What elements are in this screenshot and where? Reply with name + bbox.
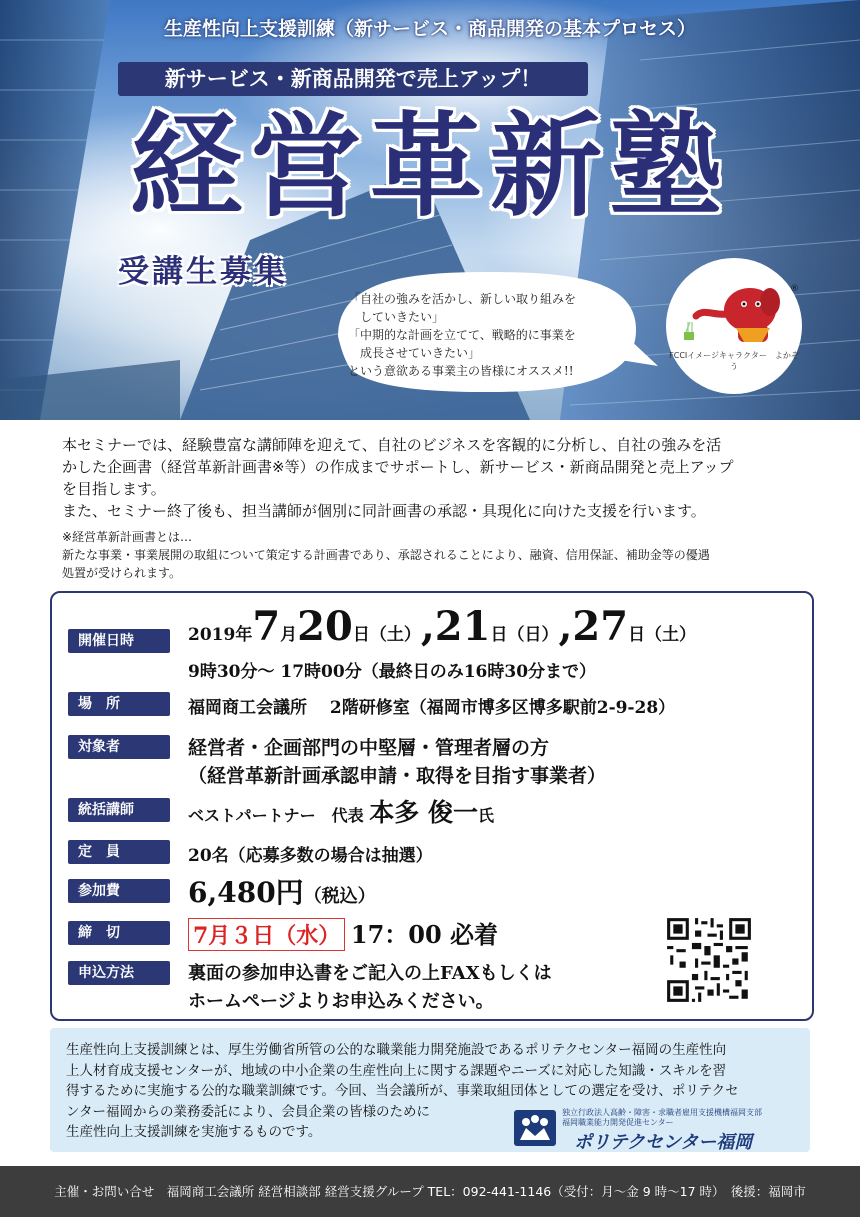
capacity-value: 20名（応募多数の場合は抽選） [188, 846, 433, 866]
mascot-yokazou: ® FCCIイメージキャラクター よかぞう [666, 258, 802, 394]
plan-note: ※経営革新計画書とは… 新たな事業・事業展開の取組について策定する計画書であり、承認されることにより、融資、信用保証、補助金等の優遇 処置が受けられます。 [62, 530, 710, 580]
label-date: 開催日時 [68, 629, 170, 653]
polytech-name: ポリテクセンター福岡 [574, 1132, 753, 1153]
label-apply: 申込方法 [68, 961, 170, 985]
lecturer-value: ベストパートナー 代表 本多 俊一氏 [188, 798, 494, 827]
mascot-caption: FCCIイメージキャラクター よかぞう [669, 351, 799, 371]
speech-bubble [318, 268, 658, 404]
polytech-logo-block: 独立行政法人高齢・障害・求職者雇用支援機構福岡支部 福岡職業能力開発促進センター ポリテクセンター福岡 [508, 1106, 808, 1150]
training-description: 生産性向上支援訓練とは、厚生労働省所管の公的な職業能力開発施設であるポリテクセンター福岡の生産性向 上人材育成支援センターが、地域の中小企業の生産性向上に関する課題やニーズに対応した知識・スキルを習 得するために実施する公的な職業訓練です。今回、当会議所が、事業取組団体としての選定を受け、ポリテクセ ンター福岡からの業務委託により、会員企業の皆様のために 生産性向上支援訓練を実施するものです。 独立行政法人高齢・障害・求職者雇用支援機構福岡支部 福岡職業能力開発促進センター ポリテクセンター福岡 [50, 1028, 810, 1152]
catchcopy-banner: 新サービス・新商品開発で売上アップ！ [118, 62, 588, 96]
place-value: 福岡商工会議所 2階研修室（福岡市博多区博多駅前2-9-28） [188, 698, 676, 718]
apply-line1: 裏面の参加申込書をご記入の上FAXもしくは [188, 963, 552, 984]
bubble-text: 「自社の強みを活かし、新しい取り組みを していきたい」 「中期的な計画を立てて、戦略的に事業を 成長させていきたい」 という意欲ある事業主の皆様にオススメ!! [348, 292, 577, 378]
apply-line2: ホームページよりお申込みください。 [188, 991, 494, 1012]
date-value: 2019年7月20日（土）,21日（日）,27日（土） [188, 603, 697, 650]
elephant-mascot-icon [666, 258, 802, 394]
recruit-heading: 受講生募集 [118, 254, 288, 290]
date-time: 9時30分～ 17時00分（最終日のみ16時30分まで） [188, 662, 597, 682]
label-target: 対象者 [68, 735, 170, 759]
label-place: 場 所 [68, 692, 170, 716]
label-lecturer: 統括講師 [68, 798, 170, 822]
main-title: 経営革新塾 [130, 102, 730, 232]
qr-code-icon[interactable] [664, 915, 754, 1005]
label-capacity: 定 員 [68, 840, 170, 864]
intro-text: 本セミナーでは、経験豊富な講師陣を迎えて、自社のビジネスを客観的に分析し、自社の強みを活 かした企画書（経営革新計画書※等）の作成までサポートし、新サービス・新商品開発と売上アップ を目指します。 また、セミナー終了後も、担当講師が個別に同計画書の承認・具現化に向けた支援を行います。 [62, 436, 734, 520]
polytech-logo-icon [512, 1108, 558, 1148]
event-info-box [50, 591, 814, 1021]
target-line1: 経営者・企画部門の中堅層・管理者層の方 [188, 737, 550, 759]
label-fee: 参加費 [68, 879, 170, 903]
label-deadline: 締 切 [68, 921, 170, 945]
program-title: 生産性向上支援訓練（新サービス・商品開発の基本プロセス） [163, 18, 696, 40]
deadline-value: 7月３日（水） 17：00 必着 [188, 915, 498, 951]
footer-contact: 主催・お問い合せ 福岡商工会議所 経営相談部 経営支援グループ TEL：092-441-1146（受付：月～金 9 時～17 時） 後援：福岡市 [0, 1166, 860, 1217]
deadline-date: 7月３日（水） [188, 918, 345, 951]
hero-section [0, 0, 860, 420]
target-line2: （経営革新計画承認申請・取得を目指す事業者） [188, 765, 607, 787]
fee-value: 6,480円（税込） [188, 876, 376, 909]
